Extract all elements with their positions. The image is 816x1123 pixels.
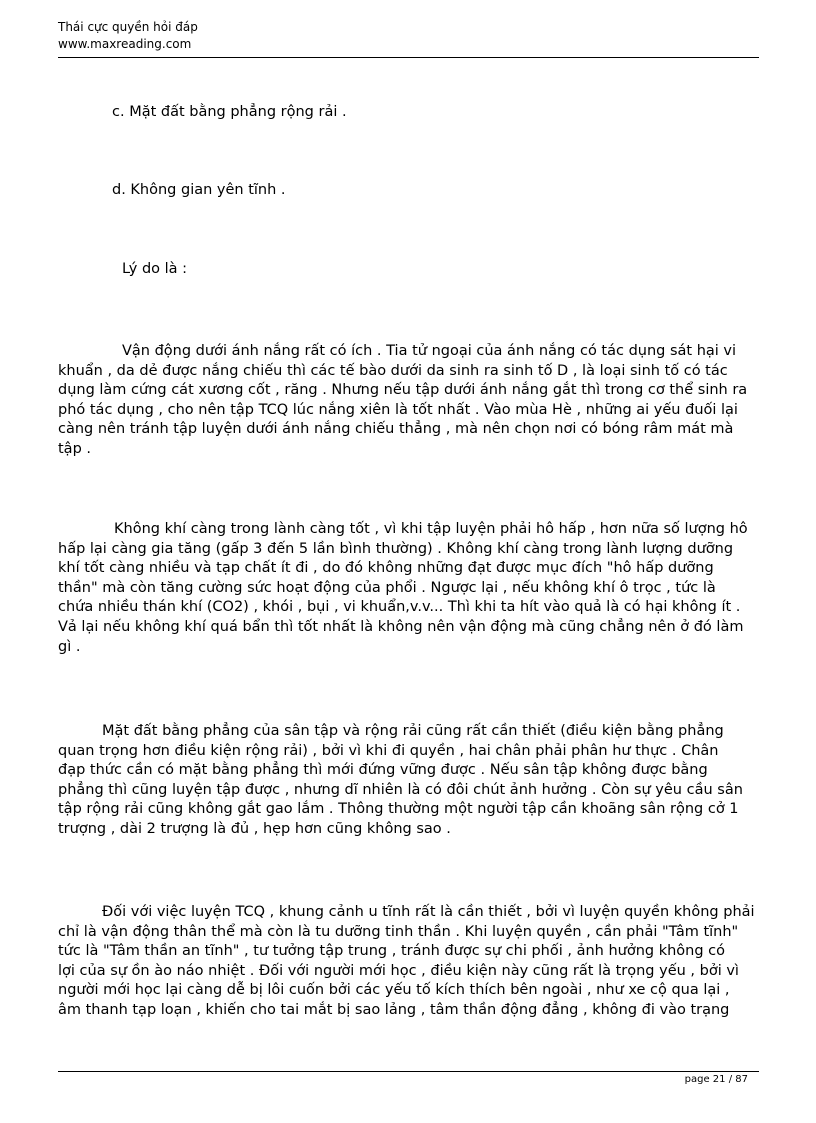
document-title: Thái cực quyền hỏi đáp — [58, 20, 198, 34]
paragraph-line: tập . — [58, 440, 91, 457]
reason-label: Lý do là : — [122, 261, 188, 277]
paragraph-line: khuẩn , da dẻ được nắng chiếu thì các tế bào dưới da sinh ra sinh tố D , là loại sinh tố có tác — [58, 362, 728, 379]
paragraph-line: trượng , dài 2 trượng là đủ , hẹp hơn cũng không sao . — [58, 820, 451, 837]
page-header — [58, 19, 198, 53]
website-url: www.maxreading.com — [58, 37, 192, 51]
paragraph-line: tức là "Tâm thần an tĩnh" , tư tưởng tập trung , tránh được sự chi phối , ảnh hưởng không có — [58, 943, 726, 960]
paragraph-line: đạp thức cần có mặt bằng phẳng thì mới đứng vững được . Nếu sân tập không được bằng — [58, 762, 708, 779]
paragraph-line: Không khí càng trong lành càng tốt , vì khi tập luyện phải hô hấp , hơn nữa số lượng hô — [114, 521, 748, 537]
paragraph-line: Vận động dưới ánh nắng rất có ích . Tia tử ngoại của ánh nắng có tác dụng sát hại vi — [122, 343, 737, 359]
paragraph-line: tập rộng rải cũng không gắt gao lắm . Thông thường một người tập cần khoãng sân rộng cở 1 — [58, 801, 739, 818]
paragraph-line: quan trọng hơn điều kiện rộng rải) , bởi vì khi đi quyền , hai chân phải phân hư thực . Chân — [58, 742, 719, 759]
paragraph-line: dụng làm cứng cát xương cốt , răng . Nhưng nếu tập dưới ánh nắng gắt thì trong cơ thể sinh ra — [58, 382, 748, 399]
paragraph-line: chứa nhiều thán khí (CO2) , khói , bụi , vi khuẩn,v.v... Thì khi ta hít vào quả là có hại không ít . — [58, 599, 741, 616]
paragraph-air — [58, 520, 760, 657]
paragraph-line: khí tốt càng nhiều và tạp chất ít đi , do đó không những đạt được mục đích "hô hấp dưỡng — [58, 560, 714, 577]
paragraph-line: lợi của sự ồn ào náo nhiệt . Đối với người mới học , điều kiện này cũng rất là trọng yếu , bởi vì — [58, 962, 739, 979]
paragraph-line: âm thanh tạp loạn , khiến cho tai mắt bị sao lảng , tâm thần động đẳng , không đi vào trạng — [58, 1001, 730, 1018]
paragraph-line: Mặt đất bằng phẳng của sân tập và rộng rải cũng rất cần thiết (điều kiện bằng phẳng — [102, 723, 724, 739]
paragraph-line: người mới học lại càng dễ bị lôi cuốn bởi các yếu tố kích thích bên ngoài , như xe cộ qua lại , — [58, 982, 730, 999]
paragraph-line: phó tác dụng , cho nên tập TCQ lúc nắng xiên là tốt nhất . Vào mùa Hè , những ai yếu đuối lại — [58, 401, 738, 418]
list-item-d: d. Không gian yên tĩnh . — [112, 182, 286, 198]
paragraph-quiet — [58, 903, 760, 1021]
list-item-c: c. Mặt đất bằng phẳng rộng rải . — [112, 104, 347, 120]
paragraph-sunlight — [58, 342, 760, 460]
paragraph-line: chỉ là vận động thân thể mà còn là tu dưỡng tinh thần . Khi luyện quyền , cần phải "Tâm tĩnh" — [58, 923, 739, 940]
paragraph-line: phẳng thì cũng luyện tập được , nhưng dĩ nhiên là có đôi chút ảnh hưởng . Còn sự yêu cầu sân — [58, 781, 743, 798]
paragraph-line: Đối với việc luyện TCQ , khung cảnh u tĩnh rất là cần thiết , bởi vì luyện quyền không phải — [102, 904, 755, 920]
header-divider — [58, 57, 759, 58]
paragraph-ground — [58, 722, 760, 840]
paragraph-line: gì . — [58, 638, 81, 655]
page-number: page 21 / 87 — [684, 1074, 748, 1085]
paragraph-line: hấp lại càng gia tăng (gấp 3 đến 5 lần bình thường) . Không khí càng trong lành lượng dưỡng — [58, 540, 734, 557]
paragraph-line: thần" mà còn tăng cường sức hoạt động của phổi . Ngược lại , nếu không khí ô trọc , tức là — [58, 579, 716, 596]
footer-divider — [58, 1071, 759, 1072]
paragraph-line: càng nên tránh tập luyện dưới ánh nắng chiếu thẳng , mà nên chọn nơi có bóng râm mát mà — [58, 421, 734, 438]
paragraph-line: Vả lại nếu không khí quá bẩn thì tốt nhất là không nên vận động mà cũng chẳng nên ở đó làm — [58, 618, 744, 635]
